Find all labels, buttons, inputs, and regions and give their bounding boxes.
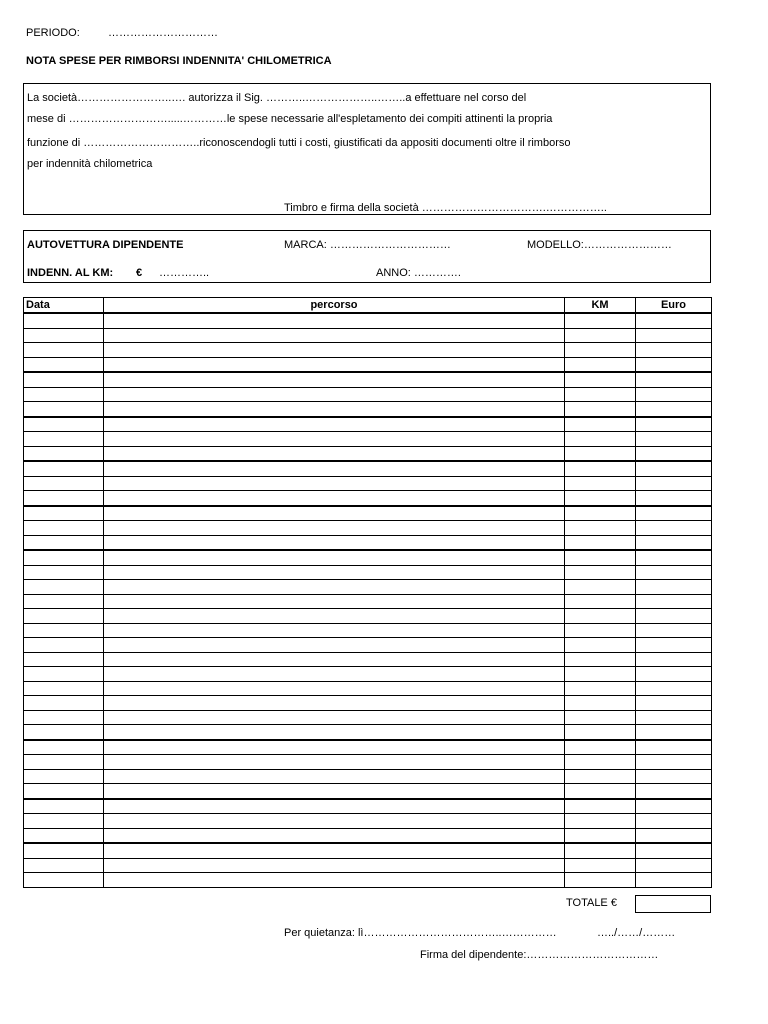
cell-euro[interactable] [636, 461, 712, 476]
cell-euro[interactable] [636, 681, 712, 696]
cell-data[interactable] [24, 313, 104, 328]
cell-data[interactable] [24, 652, 104, 667]
cell-data[interactable] [24, 357, 104, 372]
euro-symbol: € [136, 267, 143, 279]
cell-percorso[interactable] [104, 506, 565, 521]
table-row [24, 725, 712, 740]
cell-data[interactable] [24, 843, 104, 858]
cell-km[interactable] [565, 784, 636, 799]
table-row [24, 740, 712, 755]
cell-km[interactable] [565, 402, 636, 417]
cell-data[interactable] [24, 461, 104, 476]
cell-percorso[interactable] [104, 594, 565, 609]
cell-data[interactable] [24, 638, 104, 653]
cell-percorso[interactable] [104, 828, 565, 843]
cell-data[interactable] [24, 446, 104, 461]
authorization-line-1: La società……………………..…. autorizza il Sig. ………..………………..……..a effettuare nel corso del [27, 92, 527, 104]
cell-percorso[interactable] [104, 755, 565, 770]
cell-km[interactable] [565, 638, 636, 653]
cell-data[interactable] [24, 828, 104, 843]
table-row [24, 402, 712, 417]
cell-euro[interactable] [636, 521, 712, 536]
cell-km[interactable] [565, 446, 636, 461]
cell-data[interactable] [24, 343, 104, 358]
table-row [24, 828, 712, 843]
quietanza-line[interactable]: Per quietanza: lì………………………………..…………… [284, 927, 557, 939]
cell-percorso[interactable] [104, 667, 565, 682]
cell-euro[interactable] [636, 357, 712, 372]
cell-euro[interactable] [636, 696, 712, 711]
cell-data[interactable] [24, 521, 104, 536]
cell-km[interactable] [565, 506, 636, 521]
cell-percorso[interactable] [104, 725, 565, 740]
cell-euro[interactable] [636, 740, 712, 755]
cell-data[interactable] [24, 873, 104, 888]
cell-percorso[interactable] [104, 681, 565, 696]
cell-data[interactable] [24, 402, 104, 417]
cell-data[interactable] [24, 725, 104, 740]
cell-km[interactable] [565, 357, 636, 372]
table-row [24, 814, 712, 829]
table-row [24, 638, 712, 653]
column-header-percorso: percorso [104, 298, 565, 314]
table-body [24, 313, 712, 887]
vehicle-box [23, 230, 711, 283]
cell-data[interactable] [24, 696, 104, 711]
cell-percorso[interactable] [104, 491, 565, 506]
cell-km[interactable] [565, 594, 636, 609]
cell-data[interactable] [24, 491, 104, 506]
cell-km[interactable] [565, 710, 636, 725]
cell-euro[interactable] [636, 535, 712, 550]
cell-euro[interactable] [636, 446, 712, 461]
table-row [24, 769, 712, 784]
authorization-line-2: mese di ……………………….....…………le spese necessarie all'espletamento dei compiti attinenti la propria [27, 113, 553, 125]
marca-field[interactable]: MARCA: …………………………… [284, 239, 451, 251]
table-row [24, 696, 712, 711]
cell-percorso[interactable] [104, 343, 565, 358]
cell-km[interactable] [565, 725, 636, 740]
cell-km[interactable] [565, 609, 636, 624]
vehicle-title: AUTOVETTURA DIPENDENTE [27, 239, 184, 251]
cell-euro[interactable] [636, 417, 712, 432]
cell-percorso[interactable] [104, 580, 565, 595]
cell-data[interactable] [24, 535, 104, 550]
modello-field[interactable]: MODELLO:…………………… [527, 239, 672, 251]
cell-km[interactable] [565, 417, 636, 432]
cell-data[interactable] [24, 755, 104, 770]
cell-percorso[interactable] [104, 638, 565, 653]
table-row [24, 755, 712, 770]
cell-percorso[interactable] [104, 372, 565, 387]
table-row [24, 357, 712, 372]
table-row [24, 843, 712, 858]
cell-percorso[interactable] [104, 417, 565, 432]
table-row [24, 609, 712, 624]
cell-km[interactable] [565, 521, 636, 536]
cell-percorso[interactable] [104, 769, 565, 784]
table-header-row [24, 298, 712, 314]
cell-euro[interactable] [636, 873, 712, 888]
cell-data[interactable] [24, 667, 104, 682]
cell-km[interactable] [565, 387, 636, 402]
cell-euro[interactable] [636, 755, 712, 770]
cell-data[interactable] [24, 372, 104, 387]
column-header-euro: Euro [636, 298, 712, 314]
cell-km[interactable] [565, 343, 636, 358]
company-stamp-signature: Timbro e firma della società …………………………….…………….. [284, 202, 607, 214]
cell-data[interactable] [24, 784, 104, 799]
table-row [24, 461, 712, 476]
totale-label: TOTALE € [566, 897, 617, 909]
cell-data[interactable] [24, 710, 104, 725]
cell-km[interactable] [565, 858, 636, 873]
cell-percorso[interactable] [104, 873, 565, 888]
employee-signature-line[interactable]: Firma del dipendente:……………………………… [420, 949, 659, 961]
cell-km[interactable] [565, 491, 636, 506]
cell-percorso[interactable] [104, 476, 565, 491]
cell-km[interactable] [565, 755, 636, 770]
cell-percorso[interactable] [104, 843, 565, 858]
cell-km[interactable] [565, 550, 636, 565]
cell-euro[interactable] [636, 638, 712, 653]
cell-euro[interactable] [636, 580, 712, 595]
cell-km[interactable] [565, 432, 636, 447]
cell-km[interactable] [565, 681, 636, 696]
totale-field[interactable] [635, 895, 711, 913]
cell-percorso[interactable] [104, 784, 565, 799]
table-row [24, 623, 712, 638]
cell-percorso[interactable] [104, 387, 565, 402]
cell-percorso[interactable] [104, 402, 565, 417]
cell-percorso[interactable] [104, 328, 565, 343]
table-row [24, 535, 712, 550]
cell-km[interactable] [565, 769, 636, 784]
cell-percorso[interactable] [104, 313, 565, 328]
cell-euro[interactable] [636, 799, 712, 814]
cell-euro[interactable] [636, 491, 712, 506]
cell-km[interactable] [565, 328, 636, 343]
table-row [24, 521, 712, 536]
cell-euro[interactable] [636, 313, 712, 328]
table-row [24, 432, 712, 447]
table-row [24, 387, 712, 402]
periodo-label: PERIODO: [26, 27, 80, 39]
cell-km[interactable] [565, 535, 636, 550]
cell-km[interactable] [565, 667, 636, 682]
cell-data[interactable] [24, 814, 104, 829]
cell-data[interactable] [24, 432, 104, 447]
cell-km[interactable] [565, 873, 636, 888]
authorization-box [23, 83, 711, 215]
cell-euro[interactable] [636, 725, 712, 740]
cell-data[interactable] [24, 506, 104, 521]
table-row [24, 594, 712, 609]
expense-table [23, 297, 712, 888]
cell-data[interactable] [24, 623, 104, 638]
cell-data[interactable] [24, 387, 104, 402]
cell-km[interactable] [565, 565, 636, 580]
table-row [24, 799, 712, 814]
periodo-field[interactable]: ………………………… [108, 27, 218, 39]
indennita-km-label: INDENN. AL KM: [27, 267, 114, 279]
cell-percorso[interactable] [104, 446, 565, 461]
cell-percorso[interactable] [104, 623, 565, 638]
table-row [24, 417, 712, 432]
authorization-line-4: per indennità chilometrica [27, 158, 153, 170]
cell-euro[interactable] [636, 565, 712, 580]
cell-euro[interactable] [636, 609, 712, 624]
table-row [24, 667, 712, 682]
cell-data[interactable] [24, 681, 104, 696]
cell-km[interactable] [565, 623, 636, 638]
cell-euro[interactable] [636, 506, 712, 521]
table-row [24, 784, 712, 799]
cell-euro[interactable] [636, 343, 712, 358]
cell-data[interactable] [24, 858, 104, 873]
cell-data[interactable] [24, 328, 104, 343]
cell-km[interactable] [565, 476, 636, 491]
cell-km[interactable] [565, 799, 636, 814]
cell-euro[interactable] [636, 476, 712, 491]
cell-euro[interactable] [636, 667, 712, 682]
table-row [24, 858, 712, 873]
table-row [24, 372, 712, 387]
cell-km[interactable] [565, 740, 636, 755]
cell-percorso[interactable] [104, 710, 565, 725]
cell-euro[interactable] [636, 402, 712, 417]
cell-percorso[interactable] [104, 609, 565, 624]
cell-percorso[interactable] [104, 799, 565, 814]
table-row [24, 446, 712, 461]
column-header-data: Data [24, 298, 104, 314]
cell-percorso[interactable] [104, 740, 565, 755]
cell-percorso[interactable] [104, 858, 565, 873]
cell-data[interactable] [24, 609, 104, 624]
cell-euro[interactable] [636, 710, 712, 725]
table-row [24, 506, 712, 521]
cell-euro[interactable] [636, 828, 712, 843]
cell-km[interactable] [565, 652, 636, 667]
cell-percorso[interactable] [104, 550, 565, 565]
cell-euro[interactable] [636, 387, 712, 402]
authorization-line-3: funzione di …………………………..riconoscendogli tutti i costi, giustificati da appositi documenti oltre il rimborso [27, 137, 571, 149]
table-row [24, 873, 712, 888]
table-row [24, 491, 712, 506]
cell-data[interactable] [24, 594, 104, 609]
anno-field[interactable]: ANNO: …………. [376, 267, 461, 279]
table-row [24, 652, 712, 667]
cell-data[interactable] [24, 476, 104, 491]
column-header-km: KM [565, 298, 636, 314]
cell-euro[interactable] [636, 432, 712, 447]
cell-percorso[interactable] [104, 432, 565, 447]
cell-data[interactable] [24, 550, 104, 565]
table-row [24, 550, 712, 565]
cell-km[interactable] [565, 580, 636, 595]
cell-percorso[interactable] [104, 535, 565, 550]
cell-euro[interactable] [636, 784, 712, 799]
indennita-km-field[interactable]: ………….. [159, 267, 210, 279]
table-row [24, 565, 712, 580]
cell-percorso[interactable] [104, 565, 565, 580]
cell-percorso[interactable] [104, 814, 565, 829]
cell-km[interactable] [565, 461, 636, 476]
cell-euro[interactable] [636, 372, 712, 387]
cell-euro[interactable] [636, 623, 712, 638]
table-row [24, 710, 712, 725]
cell-data[interactable] [24, 740, 104, 755]
cell-euro[interactable] [636, 652, 712, 667]
table-row [24, 580, 712, 595]
cell-km[interactable] [565, 313, 636, 328]
cell-km[interactable] [565, 843, 636, 858]
cell-data[interactable] [24, 565, 104, 580]
cell-percorso[interactable] [104, 652, 565, 667]
cell-data[interactable] [24, 417, 104, 432]
cell-percorso[interactable] [104, 357, 565, 372]
table-row [24, 313, 712, 328]
table-row [24, 343, 712, 358]
cell-km[interactable] [565, 828, 636, 843]
form-title: NOTA SPESE PER RIMBORSI INDENNITA' CHILOMETRICA [26, 55, 332, 67]
cell-euro[interactable] [636, 328, 712, 343]
cell-km[interactable] [565, 814, 636, 829]
cell-data[interactable] [24, 769, 104, 784]
cell-euro[interactable] [636, 769, 712, 784]
table-row [24, 328, 712, 343]
cell-percorso[interactable] [104, 461, 565, 476]
cell-km[interactable] [565, 372, 636, 387]
cell-euro[interactable] [636, 550, 712, 565]
date-field[interactable]: …../……/……… [597, 927, 676, 939]
table-row [24, 476, 712, 491]
cell-euro[interactable] [636, 814, 712, 829]
table-row [24, 681, 712, 696]
cell-euro[interactable] [636, 594, 712, 609]
cell-euro[interactable] [636, 858, 712, 873]
cell-euro[interactable] [636, 843, 712, 858]
cell-data[interactable] [24, 799, 104, 814]
cell-percorso[interactable] [104, 696, 565, 711]
cell-km[interactable] [565, 696, 636, 711]
cell-data[interactable] [24, 580, 104, 595]
cell-percorso[interactable] [104, 521, 565, 536]
